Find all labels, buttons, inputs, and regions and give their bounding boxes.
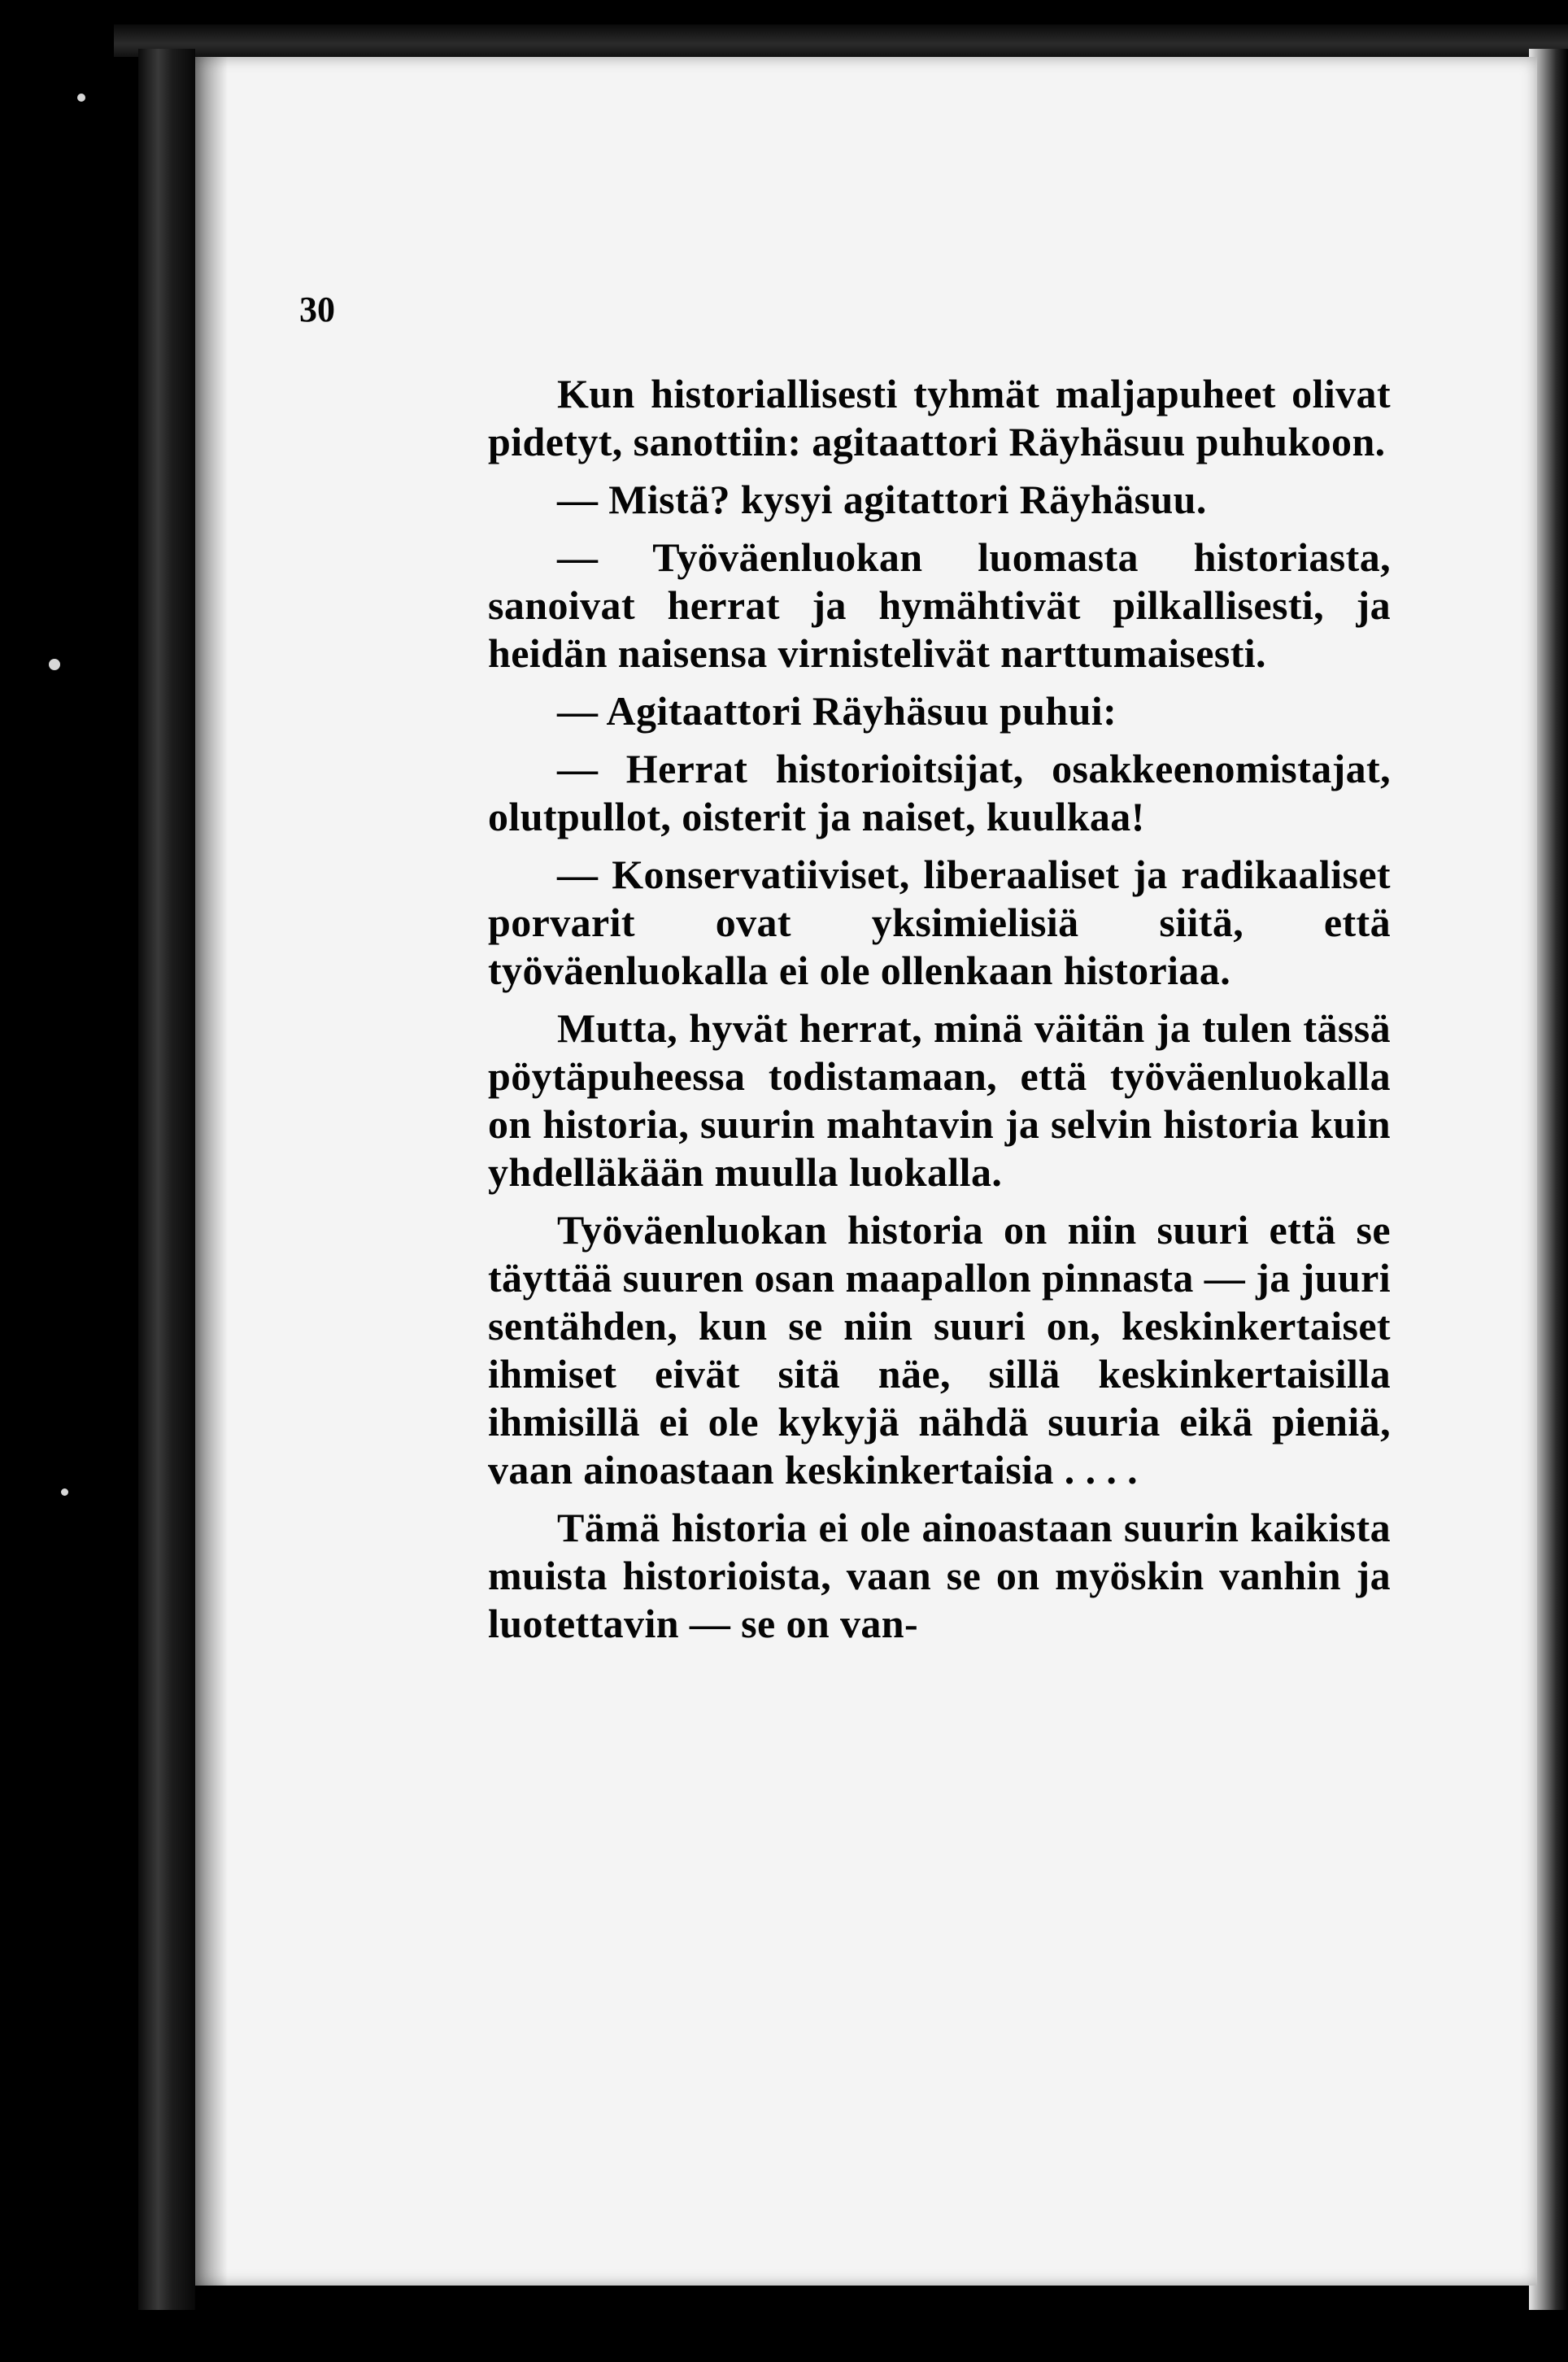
film-speck [61, 1488, 68, 1496]
paragraph: Kun historiallisesti tyhmät maljapuheet olivat pidetyt, sanottiin: agitaattori Räyhäsuu puhukoon. [488, 371, 1391, 464]
film-speck [49, 659, 60, 670]
paragraph: — Työväenluokan luomasta historiasta, sanoivat herrat ja hymähtivät pilkallisesti, ja heidän naisensa virnistelivät narttumaisesti. [488, 534, 1391, 676]
paragraph: — Herrat historioitsijat, osakkeenomistajat, olutpullot, oisterit ja naiset, kuulkaa! [488, 746, 1391, 839]
paragraph: — Konservatiiviset, liberaaliset ja radikaaliset porvarit ovat yksimielisiä siitä, että työväenluokalla ei ole ollenkaan historiaa. [488, 852, 1391, 993]
page-number: 30 [299, 290, 335, 329]
paragraph: — Mistä? kysyi agitattori Räyhäsuu. [557, 477, 1207, 522]
film-speck [77, 94, 85, 102]
paragraph: Mutta, hyvät herrat, minä väitän ja tulen tässä pöytäpuheessa todistamaan, että työväenluokalla on historia, suurin mahtavin ja selvin historia kuin yhdelläkään muulla luokalla. [488, 1005, 1391, 1195]
film-edge-top [114, 24, 1568, 57]
paragraph: — Agitaattori Räyhäsuu puhui: [557, 688, 1117, 734]
paragraph: Tämä historia ei ole ainoastaan suurin kaikista muista historioista, vaan se on myöskin vanhin ja luotettavin — se on van- [488, 1505, 1391, 1646]
gutter-shadow [195, 57, 228, 2286]
book-spine-edge [138, 49, 195, 2310]
paragraph: Työväenluokan historia on niin suuri että se täyttää suuren osan maapallon pinnasta — ja juuri sentähden, kun se niin suuri on, keskinkertaiset ihmiset eivät sitä näe, sillä keskinkertaisilla ihmisillä ei ole kykyjä nähdä suuria eikä pieniä, vaan ainoastaan keskinkertaisia . . . . [488, 1207, 1391, 1493]
body-text [488, 370, 1391, 1648]
